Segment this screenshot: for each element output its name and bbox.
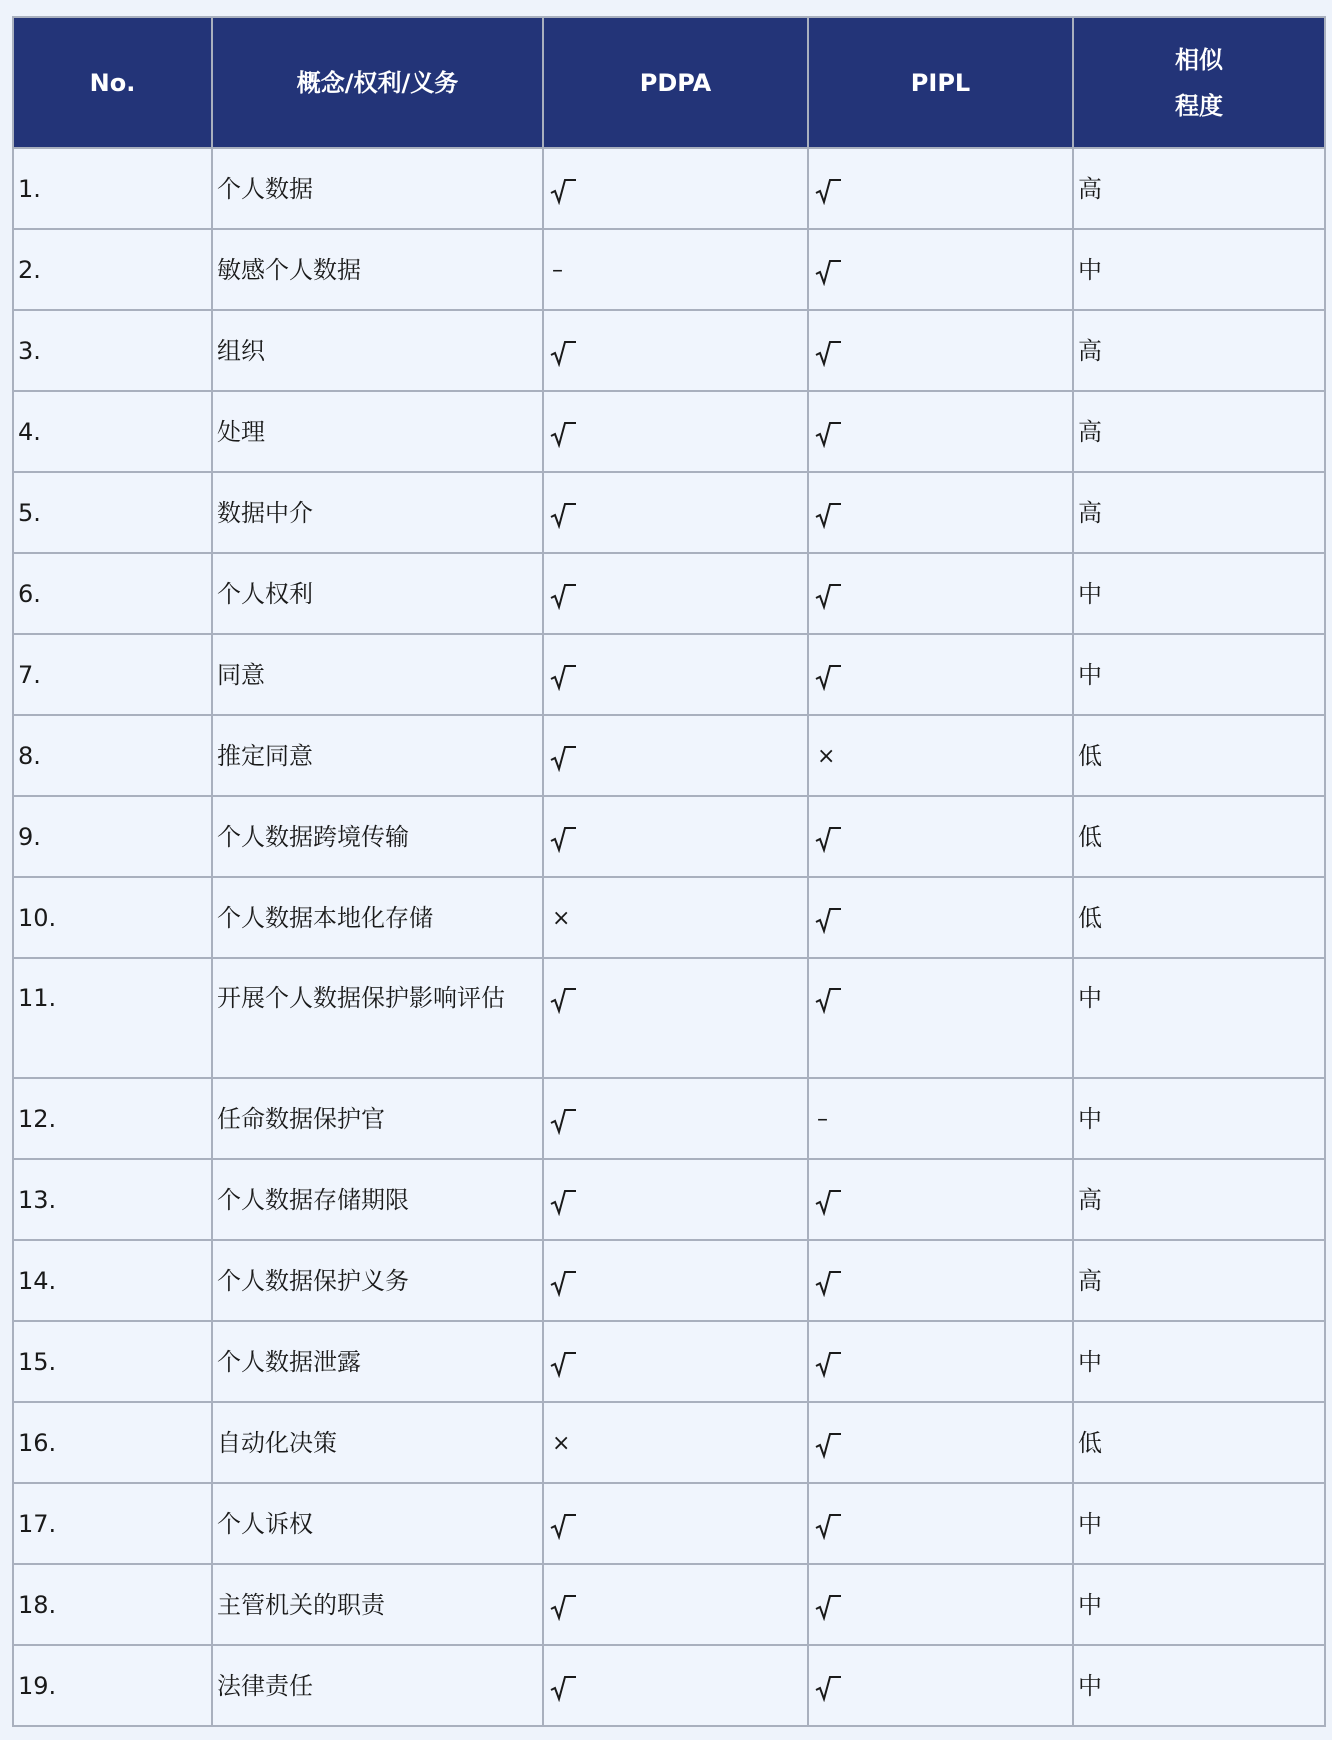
table-row bbox=[13, 1321, 1325, 1402]
row-pdpa bbox=[543, 148, 808, 229]
header-concept: 概念/权利/义务 bbox=[212, 17, 543, 148]
check-icon bbox=[813, 175, 843, 205]
row-similarity: 高 bbox=[1073, 148, 1325, 229]
check-icon bbox=[813, 661, 843, 691]
row-no: 11. bbox=[13, 958, 212, 1078]
row-no: 12. bbox=[13, 1078, 212, 1159]
check-icon bbox=[813, 256, 843, 286]
check-icon bbox=[548, 1186, 578, 1216]
row-pdpa bbox=[543, 1240, 808, 1321]
table-row bbox=[13, 877, 1325, 958]
row-concept: 个人数据本地化存储 bbox=[212, 877, 543, 958]
check-icon bbox=[813, 823, 843, 853]
row-similarity: 低 bbox=[1073, 715, 1325, 796]
table-row bbox=[13, 715, 1325, 796]
check-icon bbox=[813, 1348, 843, 1378]
check-icon bbox=[548, 1672, 578, 1702]
row-pdpa bbox=[543, 1564, 808, 1645]
check-icon bbox=[813, 418, 843, 448]
cross-icon: × bbox=[552, 1430, 571, 1456]
row-pipl bbox=[808, 310, 1073, 391]
row-pdpa bbox=[543, 877, 808, 958]
row-pdpa bbox=[543, 472, 808, 553]
row-pdpa bbox=[543, 229, 808, 310]
check-icon bbox=[813, 337, 843, 367]
row-similarity: 高 bbox=[1073, 472, 1325, 553]
row-concept: 推定同意 bbox=[212, 715, 543, 796]
row-pipl bbox=[808, 877, 1073, 958]
row-no: 15. bbox=[13, 1321, 212, 1402]
check-icon bbox=[548, 1267, 578, 1297]
row-pipl bbox=[808, 796, 1073, 877]
row-pdpa bbox=[543, 715, 808, 796]
row-similarity: 中 bbox=[1073, 1564, 1325, 1645]
check-icon bbox=[813, 904, 843, 934]
row-concept: 法律责任 bbox=[212, 1645, 543, 1726]
row-no: 17. bbox=[13, 1483, 212, 1564]
header-similarity-line2: 程度 bbox=[1175, 91, 1223, 120]
row-no: 18. bbox=[13, 1564, 212, 1645]
row-similarity: 高 bbox=[1073, 1159, 1325, 1240]
row-concept: 个人数据泄露 bbox=[212, 1321, 543, 1402]
row-pipl bbox=[808, 1321, 1073, 1402]
row-no: 4. bbox=[13, 391, 212, 472]
row-pipl bbox=[808, 1564, 1073, 1645]
check-icon bbox=[548, 175, 578, 205]
check-icon bbox=[548, 823, 578, 853]
row-pipl bbox=[808, 1240, 1073, 1321]
check-icon bbox=[548, 580, 578, 610]
row-similarity: 中 bbox=[1073, 958, 1325, 1078]
table-row bbox=[13, 472, 1325, 553]
row-pdpa bbox=[543, 1321, 808, 1402]
row-no: 5. bbox=[13, 472, 212, 553]
table-row bbox=[13, 1078, 1325, 1159]
row-concept: 主管机关的职责 bbox=[212, 1564, 543, 1645]
row-pdpa bbox=[543, 958, 808, 1078]
row-pdpa bbox=[543, 634, 808, 715]
row-concept: 组织 bbox=[212, 310, 543, 391]
header-similarity-line1: 相似 bbox=[1175, 45, 1223, 74]
header-pipl: PIPL bbox=[808, 17, 1073, 148]
dash-icon: – bbox=[552, 257, 563, 283]
table-row bbox=[13, 1564, 1325, 1645]
check-icon bbox=[548, 1591, 578, 1621]
check-icon bbox=[813, 1591, 843, 1621]
row-similarity: 中 bbox=[1073, 634, 1325, 715]
row-pipl bbox=[808, 958, 1073, 1078]
row-no: 16. bbox=[13, 1402, 212, 1483]
row-pipl bbox=[808, 1078, 1073, 1159]
row-concept: 个人数据 bbox=[212, 148, 543, 229]
check-icon bbox=[548, 984, 578, 1014]
row-pipl bbox=[808, 229, 1073, 310]
row-pipl bbox=[808, 634, 1073, 715]
check-icon bbox=[548, 1510, 578, 1540]
row-pdpa bbox=[543, 1645, 808, 1726]
row-pdpa bbox=[543, 1402, 808, 1483]
cross-icon: × bbox=[552, 905, 571, 931]
table-row bbox=[13, 1402, 1325, 1483]
table-row bbox=[13, 1483, 1325, 1564]
row-no: 14. bbox=[13, 1240, 212, 1321]
table-row bbox=[13, 229, 1325, 310]
table-row bbox=[13, 1159, 1325, 1240]
row-similarity: 中 bbox=[1073, 1321, 1325, 1402]
row-similarity: 低 bbox=[1073, 1402, 1325, 1483]
check-icon bbox=[548, 1348, 578, 1378]
row-pdpa bbox=[543, 310, 808, 391]
row-concept: 处理 bbox=[212, 391, 543, 472]
row-no: 7. bbox=[13, 634, 212, 715]
comparison-table bbox=[12, 16, 1326, 1727]
table-row bbox=[13, 310, 1325, 391]
row-pdpa bbox=[543, 1483, 808, 1564]
check-icon bbox=[813, 580, 843, 610]
check-icon bbox=[813, 1510, 843, 1540]
table-row bbox=[13, 634, 1325, 715]
check-icon bbox=[813, 499, 843, 529]
row-pipl bbox=[808, 391, 1073, 472]
row-no: 2. bbox=[13, 229, 212, 310]
row-pdpa bbox=[543, 553, 808, 634]
row-pdpa bbox=[543, 1159, 808, 1240]
row-pdpa bbox=[543, 796, 808, 877]
row-concept: 个人数据保护义务 bbox=[212, 1240, 543, 1321]
table-row bbox=[13, 796, 1325, 877]
row-no: 13. bbox=[13, 1159, 212, 1240]
row-similarity: 中 bbox=[1073, 1078, 1325, 1159]
row-similarity: 高 bbox=[1073, 391, 1325, 472]
row-no: 19. bbox=[13, 1645, 212, 1726]
row-no: 10. bbox=[13, 877, 212, 958]
row-similarity: 中 bbox=[1073, 1645, 1325, 1726]
row-concept: 自动化决策 bbox=[212, 1402, 543, 1483]
row-similarity: 低 bbox=[1073, 877, 1325, 958]
header-similarity bbox=[1073, 17, 1325, 148]
row-no: 3. bbox=[13, 310, 212, 391]
row-concept: 开展个人数据保护影响评估 bbox=[212, 958, 543, 1078]
table-row bbox=[13, 391, 1325, 472]
row-pipl bbox=[808, 553, 1073, 634]
check-icon bbox=[548, 661, 578, 691]
table-row bbox=[13, 553, 1325, 634]
table-row bbox=[13, 1645, 1325, 1726]
row-similarity: 中 bbox=[1073, 553, 1325, 634]
cross-icon: × bbox=[817, 743, 836, 769]
row-pipl bbox=[808, 715, 1073, 796]
row-concept: 敏感个人数据 bbox=[212, 229, 543, 310]
row-concept: 个人数据跨境传输 bbox=[212, 796, 543, 877]
table-row bbox=[13, 148, 1325, 229]
row-concept: 任命数据保护官 bbox=[212, 1078, 543, 1159]
header-pdpa: PDPA bbox=[543, 17, 808, 148]
row-pipl bbox=[808, 1402, 1073, 1483]
row-pipl bbox=[808, 472, 1073, 553]
dash-icon: – bbox=[817, 1106, 828, 1132]
row-concept: 个人数据存储期限 bbox=[212, 1159, 543, 1240]
check-icon bbox=[813, 984, 843, 1014]
row-pipl bbox=[808, 148, 1073, 229]
row-similarity: 高 bbox=[1073, 310, 1325, 391]
row-no: 9. bbox=[13, 796, 212, 877]
check-icon bbox=[548, 418, 578, 448]
row-similarity: 中 bbox=[1073, 1483, 1325, 1564]
row-concept: 同意 bbox=[212, 634, 543, 715]
row-concept: 个人诉权 bbox=[212, 1483, 543, 1564]
row-similarity: 中 bbox=[1073, 229, 1325, 310]
header-row bbox=[13, 17, 1325, 148]
header-no: No. bbox=[13, 17, 212, 148]
row-no: 8. bbox=[13, 715, 212, 796]
check-icon bbox=[548, 337, 578, 367]
check-icon bbox=[548, 499, 578, 529]
check-icon bbox=[548, 742, 578, 772]
check-icon bbox=[813, 1672, 843, 1702]
row-pipl bbox=[808, 1645, 1073, 1726]
check-icon bbox=[813, 1186, 843, 1216]
check-icon bbox=[813, 1267, 843, 1297]
row-pipl bbox=[808, 1159, 1073, 1240]
row-concept: 数据中介 bbox=[212, 472, 543, 553]
row-concept: 个人权利 bbox=[212, 553, 543, 634]
check-icon bbox=[548, 1105, 578, 1135]
row-similarity: 低 bbox=[1073, 796, 1325, 877]
row-no: 1. bbox=[13, 148, 212, 229]
table-body bbox=[13, 148, 1325, 1726]
table-row bbox=[13, 958, 1325, 1078]
row-similarity: 高 bbox=[1073, 1240, 1325, 1321]
row-pdpa bbox=[543, 1078, 808, 1159]
row-pipl bbox=[808, 1483, 1073, 1564]
table-row bbox=[13, 1240, 1325, 1321]
row-no: 6. bbox=[13, 553, 212, 634]
row-pdpa bbox=[543, 391, 808, 472]
check-icon bbox=[813, 1429, 843, 1459]
